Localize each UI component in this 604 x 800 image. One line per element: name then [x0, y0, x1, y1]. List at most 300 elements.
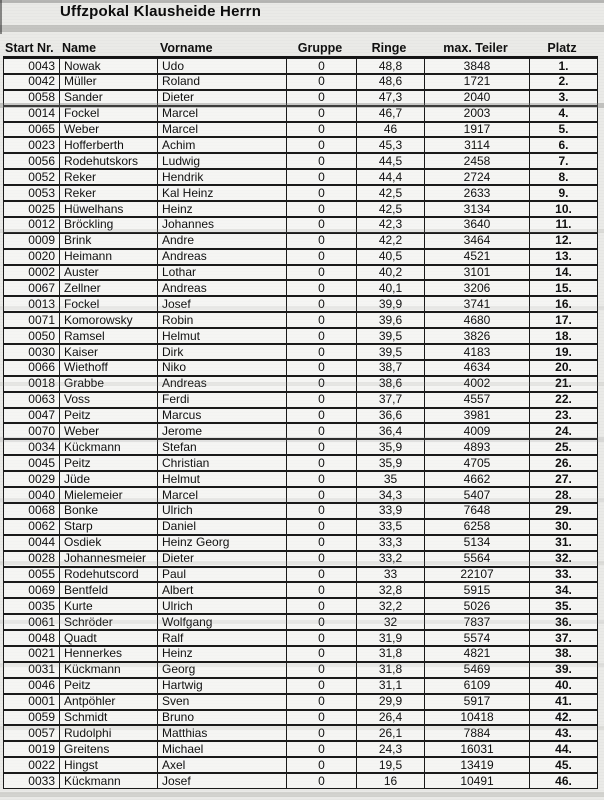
table-row	[3, 392, 598, 408]
table-row	[3, 678, 598, 694]
max-teiler-cell: 2003	[424, 107, 529, 121]
platz-cell: 20.	[529, 361, 597, 375]
start-nr-cell: 0020	[28, 249, 55, 264]
gruppe-cell: 0	[286, 456, 356, 470]
name-cell: Rudolphi	[59, 726, 157, 740]
vorname-cell: Udo	[157, 59, 286, 73]
vorname-cell: Dieter	[157, 552, 286, 566]
start-nr-cell: 0046	[28, 678, 55, 693]
platz-cell: 25.	[529, 440, 597, 454]
platz-cell: 8.	[529, 170, 597, 184]
platz-cell: 40.	[529, 679, 597, 693]
name-cell: Starp	[59, 520, 157, 534]
name-cell: Osdiek	[59, 536, 157, 550]
name-cell: Weber	[59, 424, 157, 438]
max-teiler-cell: 22107	[424, 568, 529, 582]
column-header-start-nr: Start Nr.	[5, 41, 54, 55]
name-cell: Jüde	[59, 472, 157, 486]
vorname-cell: Hartwig	[157, 679, 286, 693]
table-row	[3, 455, 598, 471]
ringe-cell: 32,8	[356, 583, 424, 597]
platz-cell: 12.	[529, 234, 597, 248]
max-teiler-cell: 1917	[424, 123, 529, 137]
gruppe-cell: 0	[286, 123, 356, 137]
gruppe-cell: 0	[286, 202, 356, 216]
gruppe-cell: 0	[286, 218, 356, 232]
ringe-cell: 38,6	[356, 377, 424, 391]
platz-cell: 30.	[529, 520, 597, 534]
start-nr-cell: 0002	[28, 265, 55, 280]
vorname-cell: Bruno	[157, 711, 286, 725]
max-teiler-cell: 5469	[424, 663, 529, 677]
table-row	[3, 535, 598, 551]
gruppe-cell: 0	[286, 313, 356, 327]
platz-cell: 6.	[529, 138, 597, 152]
name-cell: Kückmann	[59, 663, 157, 677]
name-cell: Bröckling	[59, 218, 157, 232]
name-cell: Grabbe	[59, 377, 157, 391]
max-teiler-cell: 4002	[424, 377, 529, 391]
name-cell: Quadt	[59, 631, 157, 645]
max-teiler-cell: 7648	[424, 504, 529, 518]
name-cell: Reker	[59, 186, 157, 200]
vorname-cell: Ulrich	[157, 504, 286, 518]
vorname-cell: Andreas	[157, 250, 286, 264]
max-teiler-cell: 3848	[424, 59, 529, 73]
table-row	[3, 725, 598, 741]
table-row	[3, 551, 598, 567]
name-cell: Peitz	[59, 456, 157, 470]
max-teiler-cell: 5134	[424, 536, 529, 550]
start-nr-cell: 0013	[28, 297, 55, 311]
ringe-cell: 31,8	[356, 647, 424, 661]
platz-cell: 21.	[529, 377, 597, 391]
ringe-cell: 42,3	[356, 218, 424, 232]
gruppe-cell: 0	[286, 154, 356, 168]
vorname-cell: Andreas	[157, 377, 286, 391]
vorname-cell: Heinz	[157, 647, 286, 661]
gruppe-cell: 0	[286, 107, 356, 121]
column-header-gruppe: Gruppe	[297, 41, 343, 55]
gruppe-cell: 0	[286, 758, 356, 772]
platz-cell: 2.	[529, 75, 597, 89]
max-teiler-cell: 4705	[424, 456, 529, 470]
table-row	[3, 185, 598, 201]
name-cell: Heimann	[59, 250, 157, 264]
start-nr-cell: 0058	[28, 90, 55, 105]
start-nr-cell: 0065	[28, 122, 55, 137]
ringe-cell: 33,2	[356, 552, 424, 566]
table-row	[3, 249, 598, 265]
ringe-cell: 38,7	[356, 361, 424, 375]
ringe-cell: 48,6	[356, 75, 424, 89]
platz-cell: 34.	[529, 583, 597, 597]
table-row	[3, 694, 598, 710]
max-teiler-cell: 4557	[424, 393, 529, 407]
start-nr-cell: 0048	[28, 631, 55, 645]
ringe-cell: 42,5	[356, 202, 424, 216]
ringe-cell: 42,2	[356, 234, 424, 248]
platz-cell: 27.	[529, 472, 597, 486]
start-nr-cell: 0063	[28, 392, 55, 407]
table-row	[3, 630, 598, 646]
ringe-cell: 16	[356, 774, 424, 788]
gruppe-cell: 0	[286, 726, 356, 740]
start-nr-cell: 0069	[28, 583, 55, 597]
column-header-name: Name	[62, 41, 97, 55]
start-nr-cell: 0070	[28, 424, 55, 438]
start-nr-cell: 0042	[28, 74, 55, 89]
max-teiler-cell: 6258	[424, 520, 529, 534]
name-cell: Brink	[59, 234, 157, 248]
max-teiler-cell: 2724	[424, 170, 529, 184]
start-nr-cell: 0012	[28, 217, 55, 232]
platz-cell: 22.	[529, 393, 597, 407]
start-nr-cell: 0062	[28, 519, 55, 534]
ringe-cell: 26,1	[356, 726, 424, 740]
table-row	[3, 265, 598, 281]
name-cell: Wiethoff	[59, 361, 157, 375]
gruppe-cell: 0	[286, 679, 356, 693]
name-cell: Komorowsky	[59, 313, 157, 327]
platz-cell: 24.	[529, 424, 597, 438]
gruppe-cell: 0	[286, 329, 356, 343]
platz-cell: 46.	[529, 774, 597, 788]
column-header-platz: Platz	[547, 41, 577, 55]
platz-cell: 13.	[529, 250, 597, 264]
max-teiler-cell: 2633	[424, 186, 529, 200]
table-row	[3, 280, 598, 296]
name-cell: Johannesmeier	[59, 552, 157, 566]
table-row	[3, 582, 598, 598]
table-row	[3, 662, 598, 678]
ringe-cell: 42,5	[356, 186, 424, 200]
max-teiler-cell: 3640	[424, 218, 529, 232]
platz-cell: 37.	[529, 631, 597, 645]
gruppe-cell: 0	[286, 138, 356, 152]
table-row	[3, 344, 598, 360]
vorname-cell: Marcus	[157, 409, 286, 423]
ringe-cell: 44,5	[356, 154, 424, 168]
start-nr-cell: 0053	[28, 186, 55, 200]
name-cell: Bonke	[59, 504, 157, 518]
vorname-cell: Dieter	[157, 91, 286, 105]
platz-cell: 44.	[529, 742, 597, 756]
max-teiler-cell: 3101	[424, 266, 529, 280]
gruppe-cell: 0	[286, 711, 356, 725]
platz-cell: 43.	[529, 726, 597, 740]
table-row	[3, 328, 598, 344]
vorname-cell: Marcel	[157, 123, 286, 137]
max-teiler-cell: 4009	[424, 424, 529, 438]
table-row	[3, 567, 598, 583]
table-row	[3, 312, 598, 328]
start-nr-cell: 0043	[28, 59, 55, 73]
ringe-cell: 46,7	[356, 107, 424, 121]
vorname-cell: Andre	[157, 234, 286, 248]
max-teiler-cell: 13419	[424, 758, 529, 772]
gruppe-cell: 0	[286, 695, 356, 709]
vorname-cell: Niko	[157, 361, 286, 375]
ringe-cell: 36,4	[356, 424, 424, 438]
max-teiler-cell: 2458	[424, 154, 529, 168]
gruppe-cell: 0	[286, 488, 356, 502]
vorname-cell: Josef	[157, 297, 286, 311]
gruppe-cell: 0	[286, 440, 356, 454]
start-nr-cell: 0067	[28, 281, 55, 295]
start-nr-cell: 0033	[28, 774, 55, 788]
vorname-cell: Helmut	[157, 329, 286, 343]
max-teiler-cell: 10491	[424, 774, 529, 788]
name-cell: Müller	[59, 75, 157, 89]
platz-cell: 42.	[529, 711, 597, 725]
table-row	[3, 58, 598, 74]
start-nr-cell: 0071	[28, 313, 55, 327]
ringe-cell: 29,9	[356, 695, 424, 709]
ringe-cell: 46	[356, 123, 424, 137]
column-header-vorname: Vorname	[160, 41, 213, 55]
gruppe-cell: 0	[286, 234, 356, 248]
vorname-cell: Heinz	[157, 202, 286, 216]
start-nr-cell: 0018	[28, 376, 55, 391]
results-table	[3, 36, 598, 789]
max-teiler-cell: 5026	[424, 599, 529, 613]
platz-cell: 23.	[529, 409, 597, 423]
platz-cell: 3.	[529, 91, 597, 105]
start-nr-cell: 0066	[28, 360, 55, 375]
vorname-cell: Georg	[157, 663, 286, 677]
ringe-cell: 33	[356, 568, 424, 582]
gruppe-cell: 0	[286, 250, 356, 264]
name-cell: Sander	[59, 91, 157, 105]
name-cell: Hingst	[59, 758, 157, 772]
ringe-cell: 24,3	[356, 742, 424, 756]
vorname-cell: Paul	[157, 568, 286, 582]
gruppe-cell: 0	[286, 409, 356, 423]
start-nr-cell: 0022	[28, 758, 55, 772]
gruppe-cell: 0	[286, 75, 356, 89]
gruppe-cell: 0	[286, 361, 356, 375]
vorname-cell: Lothar	[157, 266, 286, 280]
vorname-cell: Ferdi	[157, 393, 286, 407]
table-row	[3, 646, 598, 662]
platz-cell: 36.	[529, 615, 597, 629]
gruppe-cell: 0	[286, 393, 356, 407]
scan-streak	[0, 25, 604, 32]
ringe-cell: 48,8	[356, 59, 424, 73]
table-row	[3, 122, 598, 138]
gruppe-cell: 0	[286, 520, 356, 534]
gruppe-cell: 0	[286, 297, 356, 311]
vorname-cell: Sven	[157, 695, 286, 709]
table-row	[3, 773, 598, 789]
name-cell: Hennerkes	[59, 647, 157, 661]
max-teiler-cell: 3206	[424, 281, 529, 295]
ringe-cell: 34,3	[356, 488, 424, 502]
start-nr-cell: 0021	[28, 646, 55, 661]
start-nr-cell: 0028	[28, 551, 55, 566]
platz-cell: 38.	[529, 647, 597, 661]
vorname-cell: Wolfgang	[157, 615, 286, 629]
scan-streak	[0, 792, 604, 797]
name-cell: Fockel	[59, 297, 157, 311]
table-row	[3, 598, 598, 614]
vorname-cell: Jerome	[157, 424, 286, 438]
max-teiler-cell: 3114	[424, 138, 529, 152]
gruppe-cell: 0	[286, 631, 356, 645]
max-teiler-cell: 5917	[424, 695, 529, 709]
table-row	[3, 74, 598, 90]
max-teiler-cell: 7837	[424, 615, 529, 629]
platz-cell: 15.	[529, 281, 597, 295]
platz-cell: 17.	[529, 313, 597, 327]
start-nr-cell: 0030	[28, 345, 55, 359]
gruppe-cell: 0	[286, 281, 356, 295]
max-teiler-cell: 3981	[424, 409, 529, 423]
name-cell: Auster	[59, 266, 157, 280]
ringe-cell: 32,2	[356, 599, 424, 613]
name-cell: Peitz	[59, 409, 157, 423]
ringe-cell: 32	[356, 615, 424, 629]
platz-cell: 33.	[529, 568, 597, 582]
platz-cell: 9.	[529, 186, 597, 200]
vorname-cell: Marcel	[157, 488, 286, 502]
platz-cell: 1.	[529, 59, 597, 73]
table-row	[3, 376, 598, 392]
ringe-cell: 39,9	[356, 297, 424, 311]
table-body	[3, 58, 598, 789]
max-teiler-cell: 4821	[424, 647, 529, 661]
start-nr-cell: 0031	[28, 662, 55, 677]
start-nr-cell: 0044	[28, 535, 55, 550]
vorname-cell: Hendrik	[157, 170, 286, 184]
gruppe-cell: 0	[286, 647, 356, 661]
name-cell: Kückmann	[59, 774, 157, 788]
name-cell: Rodehutscord	[59, 568, 157, 582]
platz-cell: 11.	[529, 218, 597, 232]
max-teiler-cell: 4521	[424, 250, 529, 264]
name-cell: Antpöhler	[59, 695, 157, 709]
gruppe-cell: 0	[286, 424, 356, 438]
table-row	[3, 296, 598, 312]
start-nr-cell: 0040	[28, 488, 55, 502]
vorname-cell: Marcel	[157, 107, 286, 121]
name-cell: Schmidt	[59, 711, 157, 725]
name-cell: Schröder	[59, 615, 157, 629]
ringe-cell: 26,4	[356, 711, 424, 725]
table-header-row	[3, 36, 598, 58]
max-teiler-cell: 2040	[424, 91, 529, 105]
name-cell: Greitens	[59, 742, 157, 756]
start-nr-cell: 0056	[28, 154, 55, 168]
start-nr-cell: 0029	[28, 472, 55, 486]
table-row	[3, 408, 598, 424]
gruppe-cell: 0	[286, 568, 356, 582]
ringe-cell: 35	[356, 472, 424, 486]
platz-cell: 45.	[529, 758, 597, 772]
gruppe-cell: 0	[286, 377, 356, 391]
ringe-cell: 40,2	[356, 266, 424, 280]
table-row	[3, 90, 598, 106]
vorname-cell: Stefan	[157, 440, 286, 454]
max-teiler-cell: 1721	[424, 75, 529, 89]
start-nr-cell: 0009	[28, 233, 55, 248]
ringe-cell: 37,7	[356, 393, 424, 407]
table-row	[3, 233, 598, 249]
name-cell: Kückmann	[59, 440, 157, 454]
ringe-cell: 47,3	[356, 91, 424, 105]
table-row	[3, 503, 598, 519]
max-teiler-cell: 4634	[424, 361, 529, 375]
ringe-cell: 39,5	[356, 329, 424, 343]
table-row	[3, 106, 598, 122]
name-cell: Peitz	[59, 679, 157, 693]
name-cell: Kurte	[59, 599, 157, 613]
name-cell: Mielemeier	[59, 488, 157, 502]
ringe-cell: 33,9	[356, 504, 424, 518]
page-title: Uffzpokal Klausheide Herrn	[60, 3, 262, 20]
table-row	[3, 137, 598, 153]
table-row	[3, 423, 598, 439]
vorname-cell: Josef	[157, 774, 286, 788]
platz-cell: 32.	[529, 552, 597, 566]
gruppe-cell: 0	[286, 266, 356, 280]
table-row	[3, 741, 598, 757]
ringe-cell: 33,3	[356, 536, 424, 550]
gruppe-cell: 0	[286, 583, 356, 597]
platz-cell: 28.	[529, 488, 597, 502]
name-cell: Zellner	[59, 281, 157, 295]
start-nr-cell: 0001	[28, 694, 55, 709]
platz-cell: 16.	[529, 297, 597, 311]
table-row	[3, 487, 598, 503]
max-teiler-cell: 5407	[424, 488, 529, 502]
ringe-cell: 31,8	[356, 663, 424, 677]
vorname-cell: Christian	[157, 456, 286, 470]
table-row	[3, 439, 598, 455]
ringe-cell: 40,5	[356, 250, 424, 264]
name-cell: Ramsel	[59, 329, 157, 343]
gruppe-cell: 0	[286, 615, 356, 629]
ringe-cell: 44,4	[356, 170, 424, 184]
platz-cell: 10.	[529, 202, 597, 216]
platz-cell: 35.	[529, 599, 597, 613]
start-nr-cell: 0014	[28, 106, 55, 121]
max-teiler-cell: 16031	[424, 742, 529, 756]
ringe-cell: 40,1	[356, 281, 424, 295]
max-teiler-cell: 7884	[424, 726, 529, 740]
ringe-cell: 39,5	[356, 345, 424, 359]
vorname-cell: Heinz Georg	[157, 536, 286, 550]
gruppe-cell: 0	[286, 345, 356, 359]
start-nr-cell: 0059	[28, 710, 55, 725]
start-nr-cell: 0057	[28, 726, 55, 740]
name-cell: Hüwelhans	[59, 202, 157, 216]
ringe-cell: 33,5	[356, 520, 424, 534]
vorname-cell: Daniel	[157, 520, 286, 534]
table-row	[3, 757, 598, 773]
gruppe-cell: 0	[286, 742, 356, 756]
platz-cell: 41.	[529, 695, 597, 709]
vorname-cell: Roland	[157, 75, 286, 89]
platz-cell: 19.	[529, 345, 597, 359]
ringe-cell: 39,6	[356, 313, 424, 327]
name-cell: Fockel	[59, 107, 157, 121]
name-cell: Weber	[59, 123, 157, 137]
gruppe-cell: 0	[286, 663, 356, 677]
column-header-max-teiler: max. Teiler	[443, 41, 508, 55]
max-teiler-cell: 5564	[424, 552, 529, 566]
